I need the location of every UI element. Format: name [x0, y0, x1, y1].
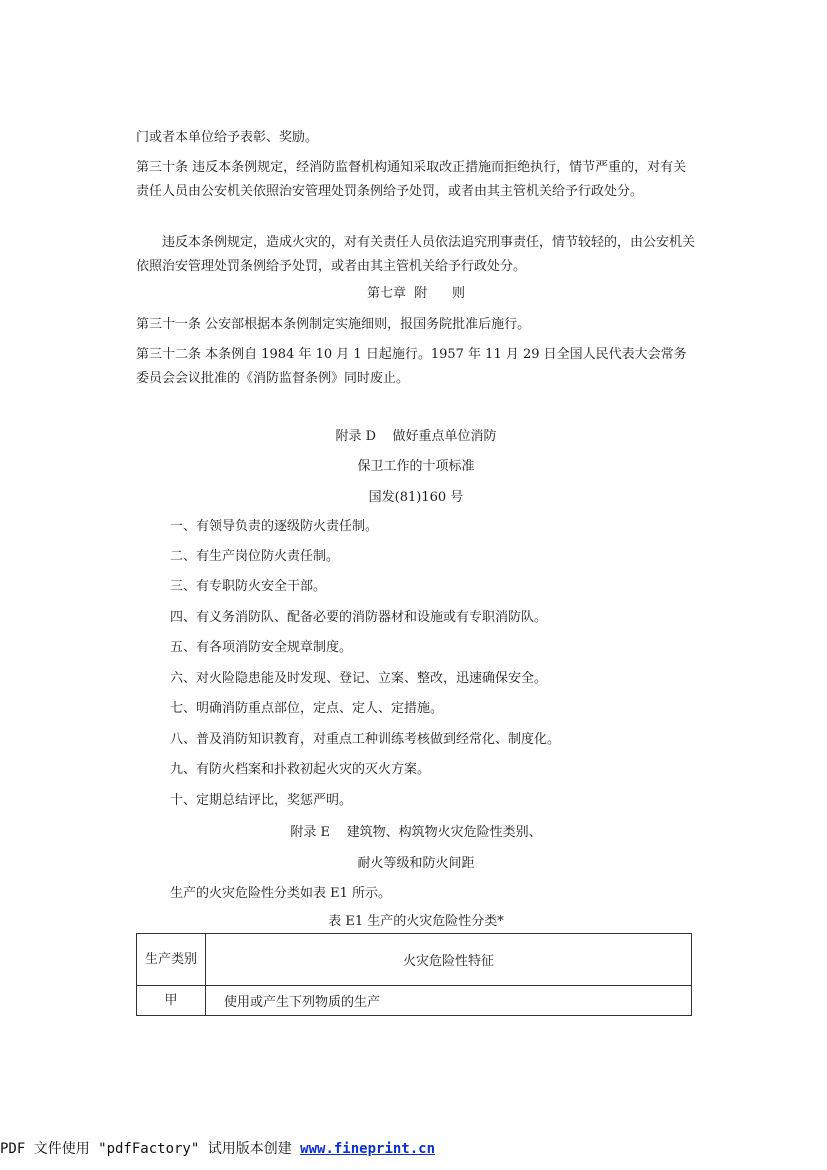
list-item: 七、明确消防重点部位，定点、定人、定措施。 [170, 701, 444, 716]
article-31: 第三十一条 公安部根据本条例制定实施细则，报国务院批准后施行。 [136, 317, 531, 332]
appendix-d-title-line1: 附录 D 做好重点单位消防 [335, 429, 497, 444]
list-item: 一、有领导负责的逐级防火责任制。 [170, 519, 379, 534]
appendix-e-intro: 生产的火灾危险性分类如表 E1 所示。 [170, 886, 392, 901]
table-header-cell: 生产类别 [137, 934, 206, 986]
appendix-e-title-line2: 耐火等级和防火间距 [357, 856, 475, 871]
pdf-footer [0, 1138, 435, 1158]
table-row [137, 986, 692, 1016]
table-e1 [136, 933, 692, 1016]
list-item: 十、定期总结评比，奖惩严明。 [170, 793, 353, 808]
paragraph-continuation: 门或者本单位给予表彰、奖励。 [136, 130, 319, 145]
article-32: 第三十二条 本条例自 1984 年 10 月 1 日起施行。1957 年 11 月 29 日全国人民代表大会常务委员会会议批准的《消防监督条例》同时废止。 [136, 347, 687, 386]
list-item: 九、有防火档案和扑救初起火灾的灭火方案。 [170, 762, 431, 777]
list-item: 二、有生产岗位防火责任制。 [170, 549, 340, 564]
table-e1-caption: 表 E1 生产的火灾危险性分类* [328, 914, 504, 929]
article-30-paragraph-2: 违反本条例规定，造成火灾的，对有关责任人员依法追究刑事责任，情节较轻的，由公安机关依照治安管理处罚条例给予处罚，或者由其主管机关给予行政处分。 [136, 235, 696, 274]
footer-link[interactable]: www.fineprint.cn [300, 1141, 436, 1157]
table-header-row [137, 934, 692, 986]
list-item: 八、普及消防知识教育，对重点工种训练考核做到经常化、制度化。 [170, 732, 561, 747]
appendix-d-document-number: 国发(81)160 号 [368, 490, 464, 505]
table-cell: 使用或产生下列物质的生产 [206, 986, 692, 1016]
appendix-e-title-line1: 附录 E 建筑物、构筑物火灾危险性类别、 [290, 825, 542, 840]
list-item: 六、对火险隐患能及时发现、登记、立案、整改，迅速确保安全。 [170, 671, 548, 686]
table-header-cell: 火灾危险性特征 [206, 934, 692, 986]
footer-text: PDF 文件使用 "pdfFactory" 试用版本创建 [0, 1141, 301, 1157]
table-cell: 甲 [137, 986, 206, 1016]
list-item: 四、有义务消防队、配备必要的消防器材和设施或有专职消防队。 [170, 610, 548, 625]
appendix-d-title-line2: 保卫工作的十项标准 [357, 459, 475, 474]
chapter-7-heading: 第七章 附 则 [366, 286, 466, 301]
list-item: 五、有各项消防安全规章制度。 [170, 640, 353, 655]
list-item: 三、有专职防火安全干部。 [170, 579, 327, 594]
article-30-paragraph-1: 第三十条 违反本条例规定，经消防监督机构通知采取改正措施而拒绝执行，情节严重的，对有关责任人员由公安机关依照治安管理处罚条例给予处罚，或者由其主管机关给予行政处分。 [136, 160, 687, 199]
